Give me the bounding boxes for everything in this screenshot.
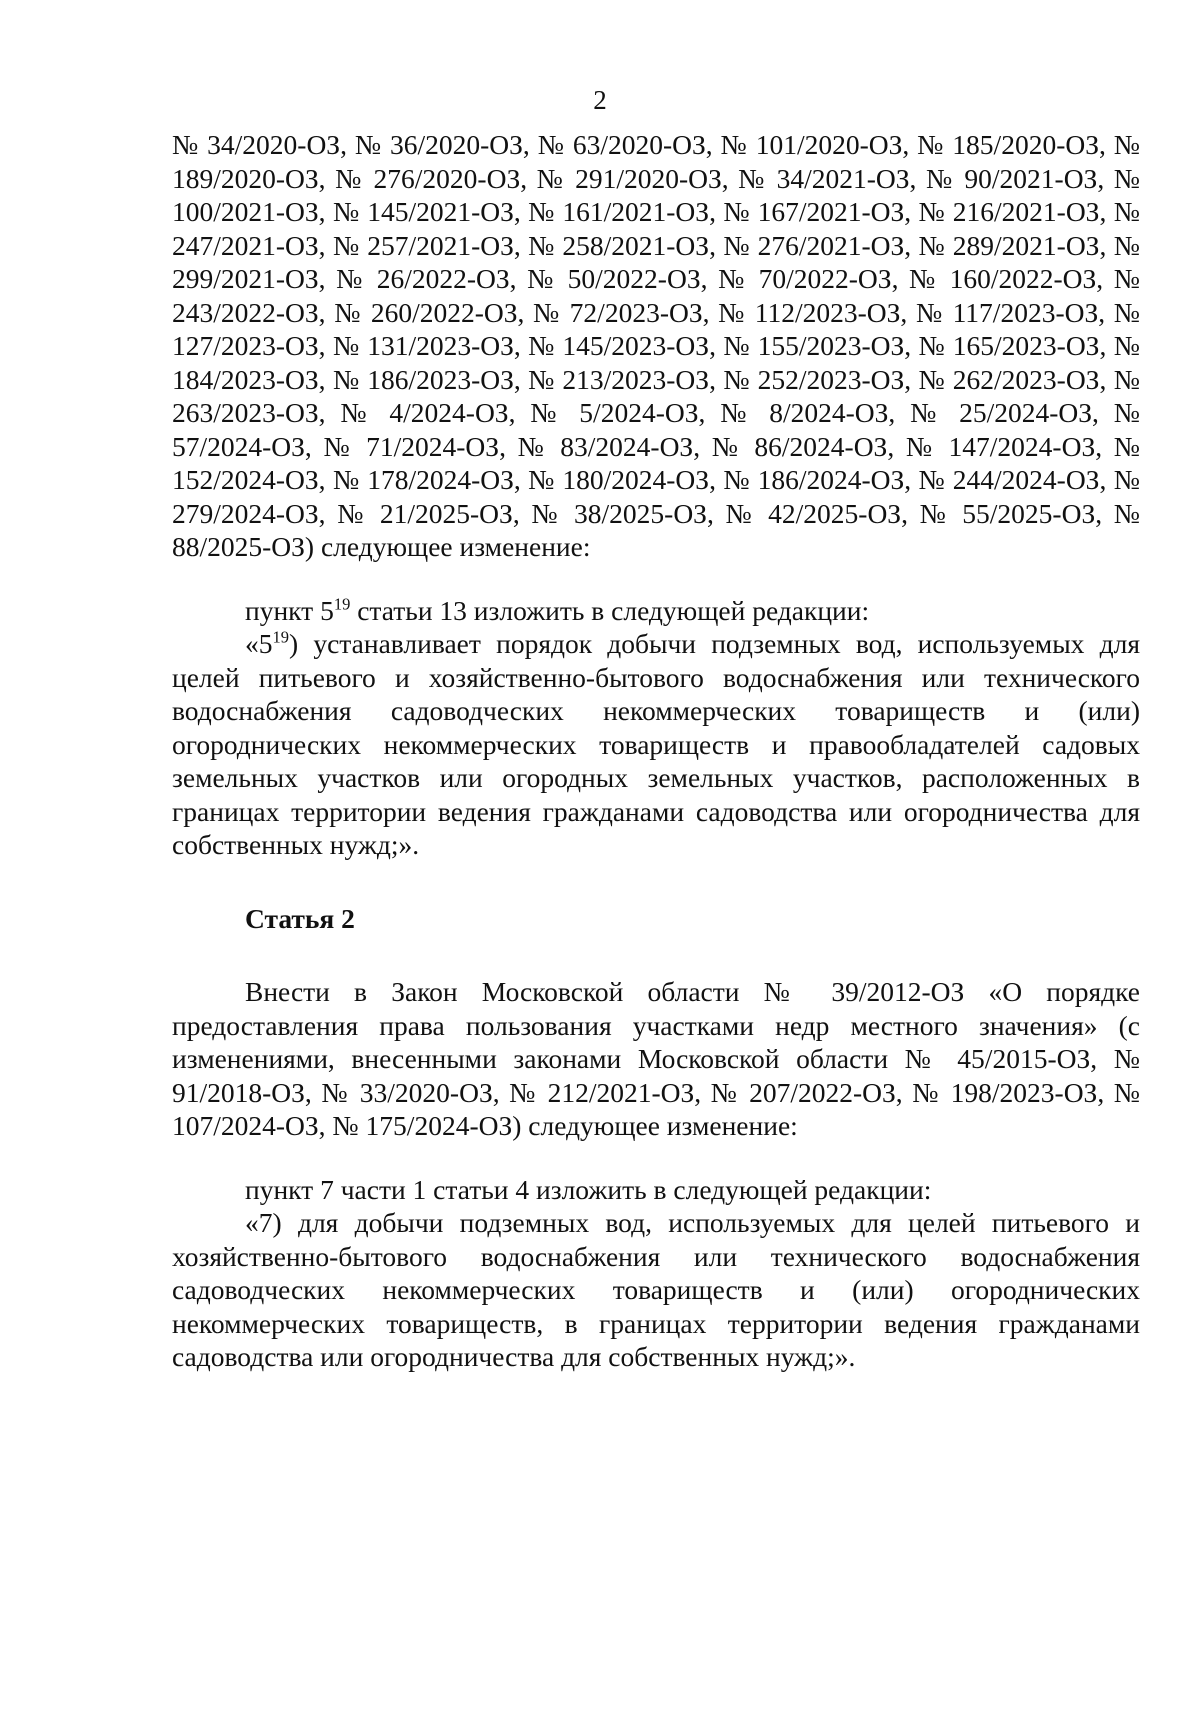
article1-quote-open: «5 xyxy=(245,628,273,659)
article2-paragraph: Внести в Закон Московской области № 39/2012-ОЗ «О порядке предоставления права пользования участками недр местного значения» (с изменениями, внесенными законами Московской области № 45/2015-ОЗ, № 91/2018-ОЗ, № 33/2020-ОЗ, № 212/2021-ОЗ, № 207/2022-ОЗ, № 198/2023-ОЗ, № 107/2024-ОЗ, № 175/2024-ОЗ) следующее изменение: xyxy=(172,976,1140,1141)
article1-instruction xyxy=(172,594,1140,628)
article2-instruction: пункт 7 части 1 статьи 4 изложить в следующей редакции: xyxy=(245,1173,932,1205)
article1-quote-text: ) устанавливает порядок добычи подземных вод, используемых для целей питьевого и хозяйственно-бытового водоснабжения или технического водоснабжения садоводческих некоммерческих товариществ и (или) огороднических некоммерческих товариществ и правообладателей садовых земельных участков или огородных земельных участков, расположенных в границах территории ведения гражданами садоводства или огородничества для собственных нужд;». xyxy=(172,628,1140,860)
article1-quote-sup: 19 xyxy=(272,627,289,647)
article1-instruction-after: статьи 13 изложить в следующей редакции: xyxy=(350,594,870,626)
amendments-list-paragraph: № 34/2020-ОЗ, № 36/2020-ОЗ, № 63/2020-ОЗ, № 101/2020-ОЗ, № 185/2020-ОЗ, № 189/2020-ОЗ, № 276/2020-ОЗ, № 291/2020-ОЗ, № 34/2021-ОЗ, № 90/2021-ОЗ, № 100/2021-ОЗ, № 145/2021-ОЗ, № 161/2021-ОЗ, № 167/2021-ОЗ, № 216/2021-ОЗ, № 247/2021-ОЗ, № 257/2021-ОЗ, № 258/2021-ОЗ, № 276/2021-ОЗ, № 289/2021-ОЗ, № 299/2021-ОЗ, № 26/2022-ОЗ, № 50/2022-ОЗ, № 70/2022-ОЗ, № 160/2022-ОЗ, № 243/2022-ОЗ, № 260/2022-ОЗ, № 72/2023-ОЗ, № 112/2023-ОЗ, № 117/2023-ОЗ, № 127/2023-ОЗ, № 131/2023-ОЗ, № 145/2023-ОЗ, № 155/2023-ОЗ, № 165/2023-ОЗ, № 184/2023-ОЗ, № 186/2023-ОЗ, № 213/2023-ОЗ, № 252/2023-ОЗ, № 262/2023-ОЗ, № 263/2023-ОЗ, № 4/2024-ОЗ, № 5/2024-ОЗ, № 8/2024-ОЗ, № 25/2024-ОЗ, № 57/2024-ОЗ, № 71/2024-ОЗ, № 83/2024-ОЗ, № 86/2024-ОЗ, № 147/2024-ОЗ, № 152/2024-ОЗ, № 178/2024-ОЗ, № 180/2024-ОЗ, № 186/2024-ОЗ, № 244/2024-ОЗ, № 279/2024-ОЗ, № 21/2025-ОЗ, № 38/2025-ОЗ, № 42/2025-ОЗ, № 55/2025-ОЗ, № 88/2025-ОЗ) следующее изменение: xyxy=(172,129,1140,562)
article1-instruction-sup: 19 xyxy=(333,593,351,613)
article1-instruction-before: пункт 5 xyxy=(245,594,334,626)
article2-quote: «7) для добычи подземных вод, используемых для целей питьевого и хозяйственно-бытового водоснабжения или технического водоснабжения садоводческих некоммерческих товариществ и (или) огороднических некоммерческих товариществ, в границах территории ведения гражданами садоводства или огородничества для собственных нужд;». xyxy=(172,1207,1140,1372)
article2-heading: Статья 2 xyxy=(245,902,355,934)
page-number: 2 xyxy=(593,85,607,115)
article1-quote xyxy=(172,627,1140,862)
document-body xyxy=(172,128,1140,1374)
